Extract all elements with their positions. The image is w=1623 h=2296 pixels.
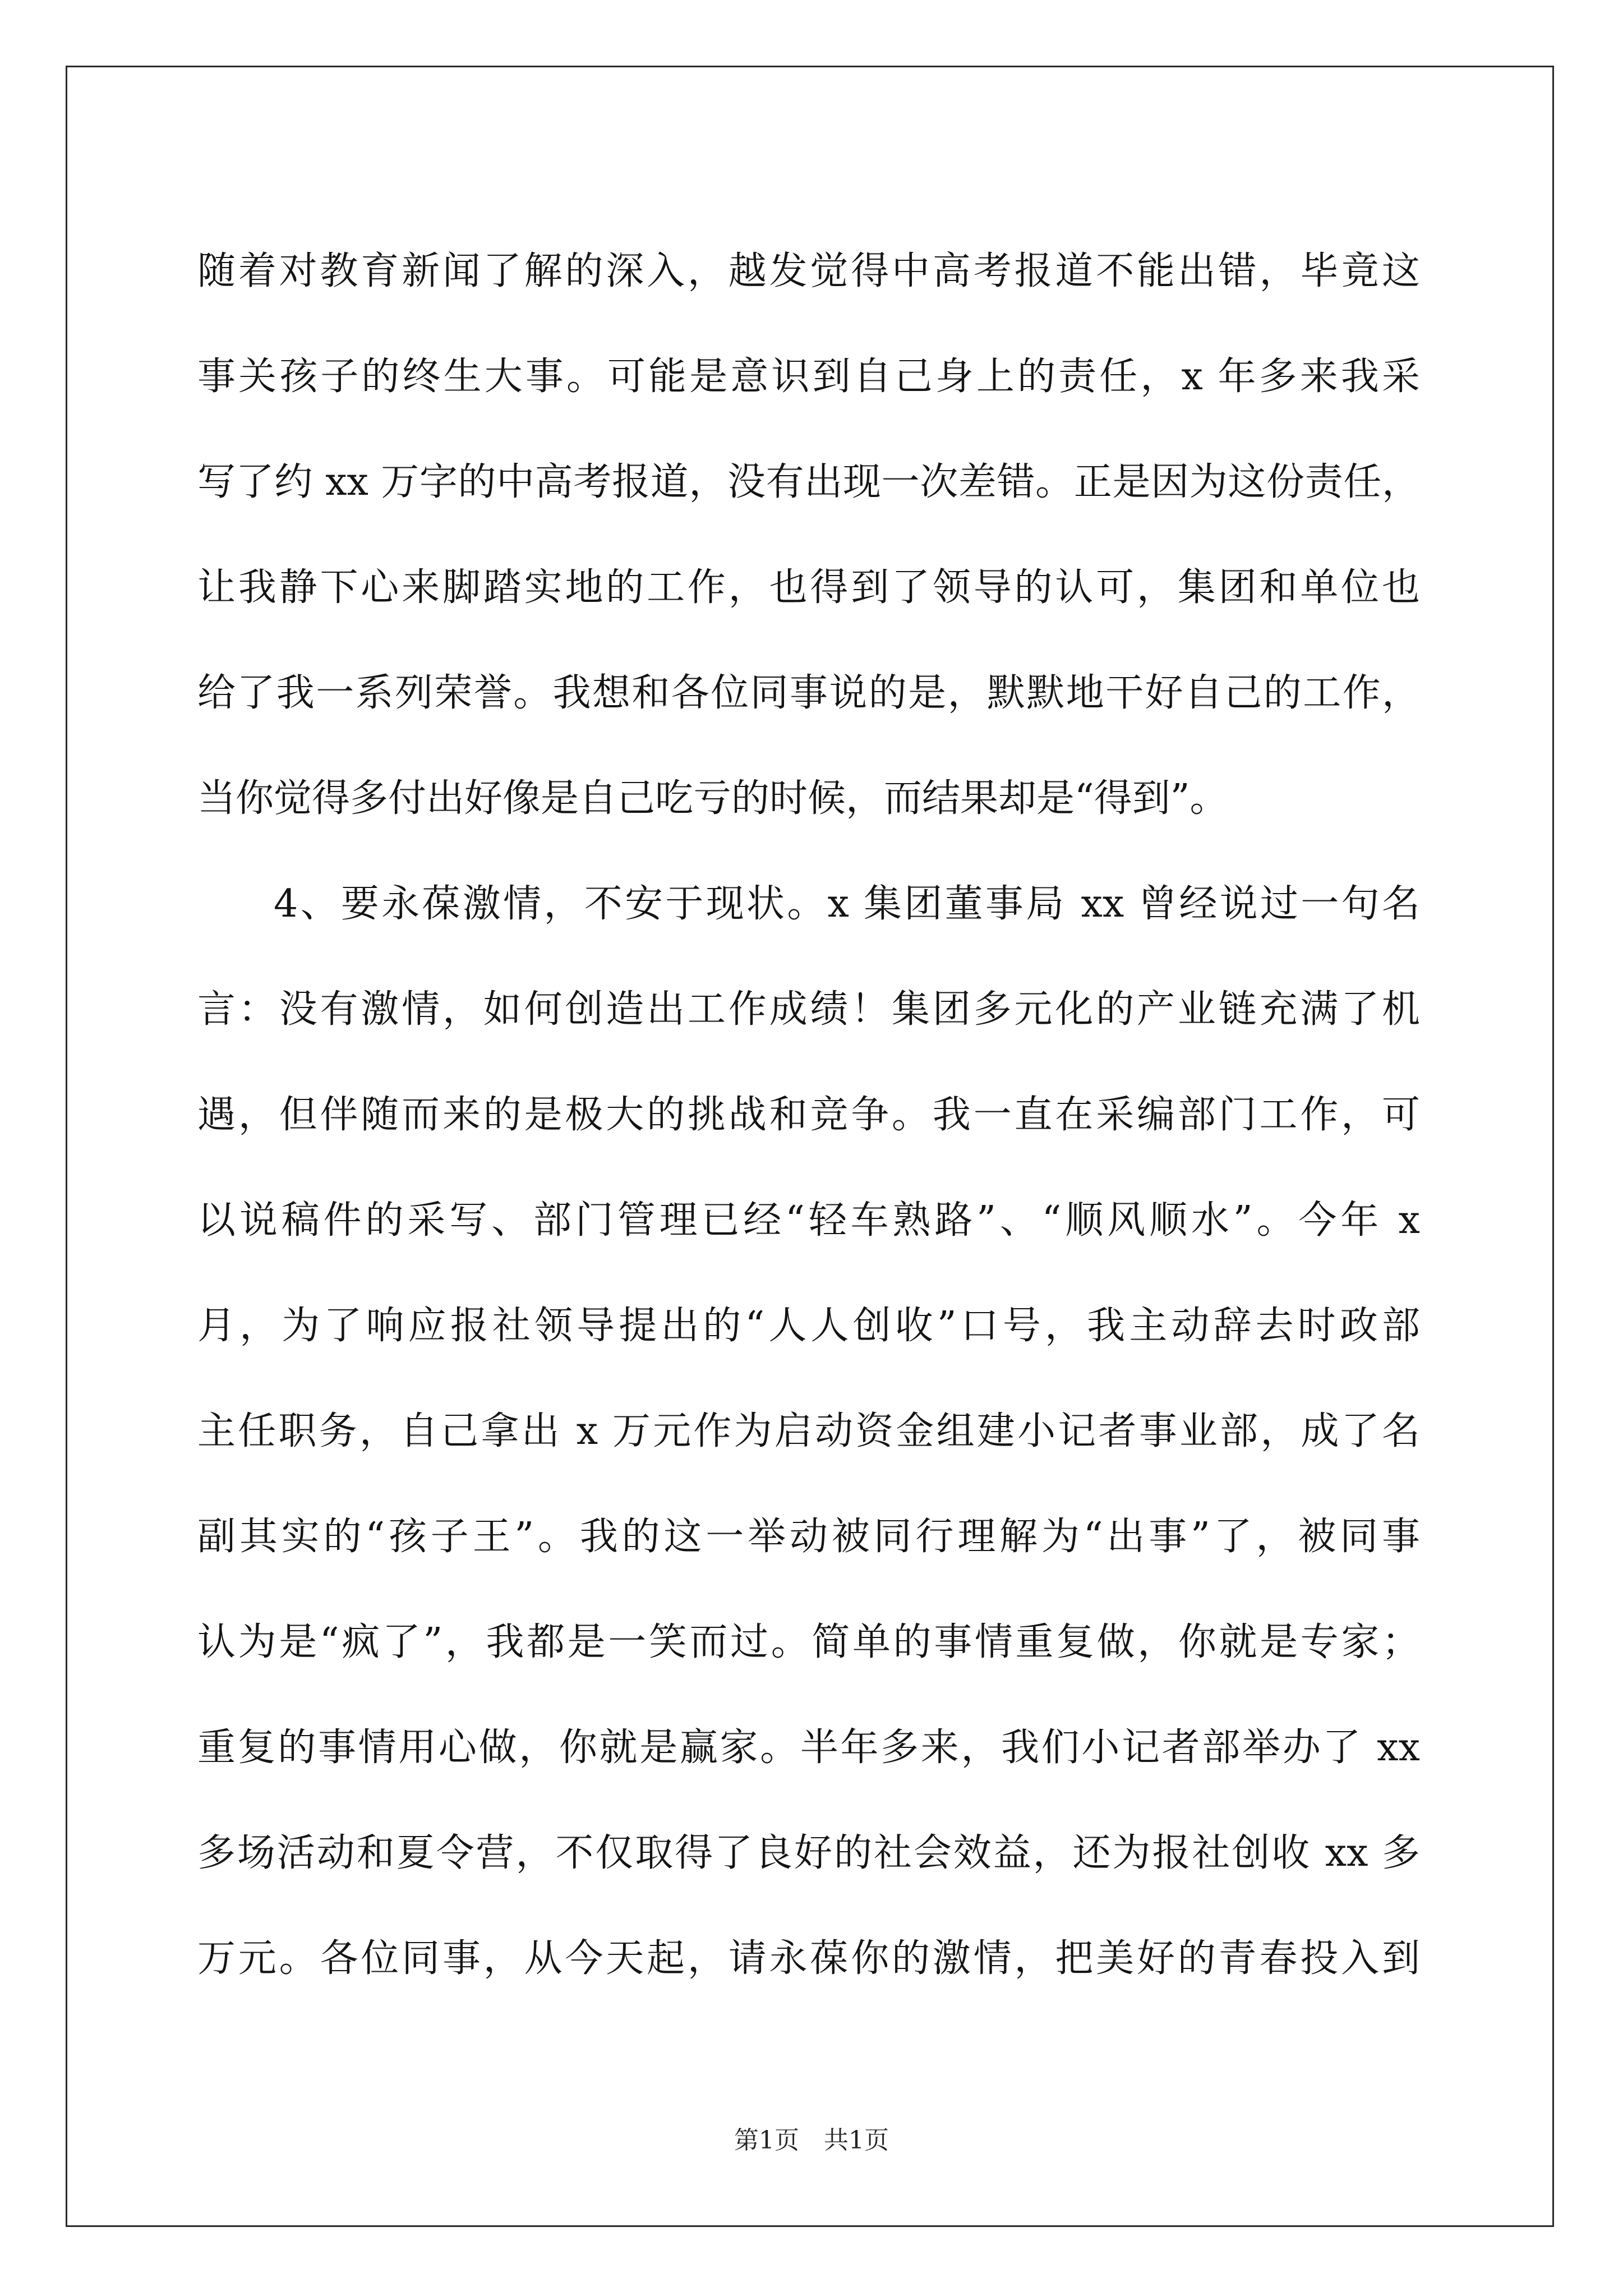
page-footer: 第1页 共1页 <box>734 2126 889 2155</box>
text-line: 多场活动和夏令营，不仅取得了良好的社会效益，还为报社创收 xx 多 <box>197 1831 1420 1875</box>
text-line: 认为是“疯了”，我都是一笑而过。简单的事情重复做，你就是专家； <box>197 1620 1420 1664</box>
text-line: 重复的事情用心做，你就是赢家。半年多来，我们小记者部举办了 xx <box>197 1726 1420 1770</box>
text-line: 给了我一系列荣誉。我想和各位同事说的是，默默地干好自己的工作， <box>197 671 1420 715</box>
text-line: 写了约 xx 万字的中高考报道，没有出现一次差错。正是因为这份责任， <box>197 460 1420 504</box>
text-line: 随着对教育新闻了解的深入，越发觉得中高考报道不能出错，毕竟这 <box>197 249 1420 293</box>
text-line: 主任职务，自己拿出 x 万元作为启动资金组建小记者事业部，成了名 <box>197 1409 1420 1453</box>
text-line: 言：没有激情，如何创造出工作成绩！集团多元化的产业链充满了机 <box>197 987 1420 1032</box>
paragraph-start-line: 4、要永葆激情，不安于现状。x 集团董事局 xx 曾经说过一句名 <box>274 882 1420 926</box>
text-line: 月，为了响应报社领导提出的“人人创收”口号，我主动辞去时政部 <box>197 1304 1420 1348</box>
text-line: 副其实的“孩子王”。我的这一举动被同行理解为“出事”了，被同事 <box>197 1515 1420 1559</box>
text-line: 万元。各位同事，从今天起，请永葆你的激情，把美好的青春投入到 <box>197 1936 1420 1981</box>
text-line: 当你觉得多付出好像是自己吃亏的时候，而结果却是“得到”。 <box>197 776 1228 821</box>
text-line: 让我静下心来脚踏实地的工作，也得到了领导的认可，集团和单位也 <box>197 565 1420 610</box>
text-line: 遇，但伴随而来的是极大的挑战和竞争。我一直在采编部门工作，可 <box>197 1093 1420 1137</box>
text-line: 事关孩子的终生大事。可能是意识到自己身上的责任，x 年多来我采 <box>197 355 1420 399</box>
document-body <box>197 219 1420 2012</box>
text-line: 以说稿件的采写、部门管理已经“轻车熟路”、“顺风顺水”。今年 x <box>197 1198 1420 1243</box>
